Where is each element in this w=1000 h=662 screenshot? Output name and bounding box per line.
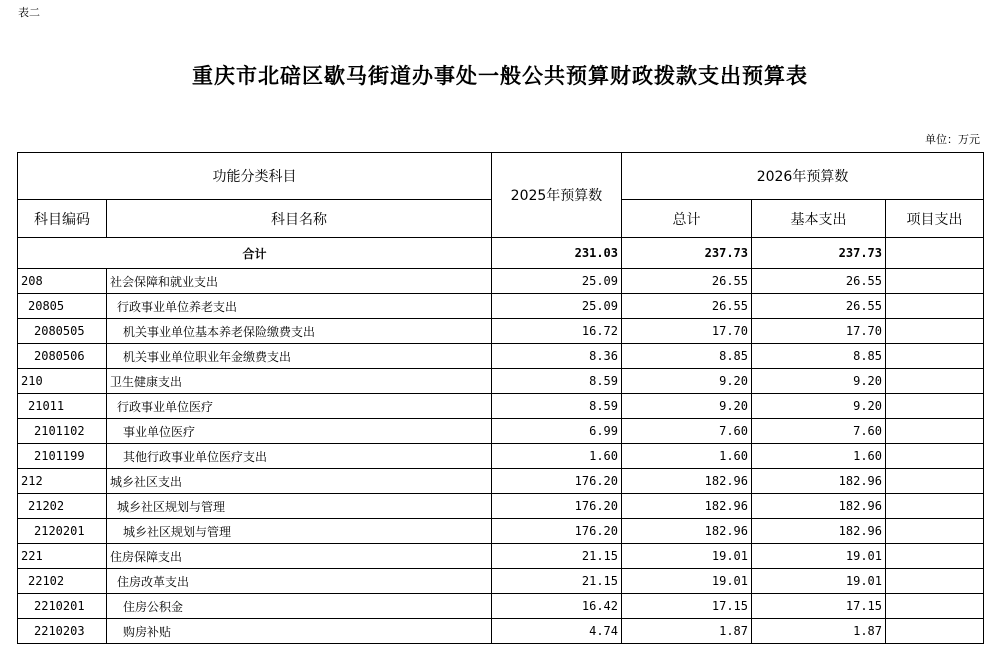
row-budget-2025: 176.20 (492, 469, 622, 494)
table-row (18, 569, 984, 594)
row-code: 2210203 (18, 619, 107, 644)
row-2026-project (886, 344, 984, 369)
row-2026-basic: 17.70 (752, 319, 886, 344)
table-row (18, 519, 984, 544)
total-2025: 231.03 (492, 238, 622, 269)
func-class-header: 功能分类科目 (18, 153, 492, 200)
row-2026-project (886, 319, 984, 344)
table-row (18, 544, 984, 569)
row-name: 行政事业单位养老支出 (107, 294, 492, 319)
table-row (18, 319, 984, 344)
row-name: 城乡社区支出 (107, 469, 492, 494)
budget-2026-header: 2026年预算数 (622, 153, 984, 200)
row-code: 208 (18, 269, 107, 294)
row-budget-2025: 1.60 (492, 444, 622, 469)
row-budget-2025: 21.15 (492, 544, 622, 569)
table-row (18, 469, 984, 494)
row-2026-project (886, 419, 984, 444)
row-2026-total: 7.60 (622, 419, 752, 444)
row-code: 2080506 (18, 344, 107, 369)
row-budget-2025: 8.36 (492, 344, 622, 369)
row-budget-2025: 176.20 (492, 494, 622, 519)
total-2026-total: 237.73 (622, 238, 752, 269)
row-name: 卫生健康支出 (107, 369, 492, 394)
row-code: 2210201 (18, 594, 107, 619)
row-2026-total: 182.96 (622, 469, 752, 494)
table-row (18, 369, 984, 394)
row-2026-basic: 9.20 (752, 394, 886, 419)
budget-2025-header: 2025年预算数 (492, 153, 622, 238)
row-code: 212 (18, 469, 107, 494)
row-2026-basic: 182.96 (752, 469, 886, 494)
row-name: 城乡社区规划与管理 (107, 494, 492, 519)
table-tag: 表二 (18, 6, 40, 19)
row-code: 2101102 (18, 419, 107, 444)
page-title: 重庆市北碚区歇马街道办事处一般公共预算财政拨款支出预算表 (192, 63, 808, 88)
row-name: 机关事业单位职业年金缴费支出 (107, 344, 492, 369)
total-2026-basic: 237.73 (752, 238, 886, 269)
row-name: 住房改革支出 (107, 569, 492, 594)
row-2026-total: 26.55 (622, 294, 752, 319)
row-2026-basic: 182.96 (752, 494, 886, 519)
row-2026-total: 1.87 (622, 619, 752, 644)
row-budget-2025: 25.09 (492, 269, 622, 294)
total-label: 合计 (18, 238, 492, 269)
row-2026-project (886, 594, 984, 619)
row-2026-total: 182.96 (622, 494, 752, 519)
row-2026-basic: 7.60 (752, 419, 886, 444)
unit-label: 单位：万元 (925, 133, 980, 146)
row-2026-basic: 26.55 (752, 269, 886, 294)
row-2026-project (886, 369, 984, 394)
row-2026-project (886, 619, 984, 644)
row-2026-basic: 9.20 (752, 369, 886, 394)
code-header: 科目编码 (18, 200, 107, 238)
header-row-1 (18, 153, 984, 200)
row-name: 其他行政事业单位医疗支出 (107, 444, 492, 469)
row-2026-basic: 182.96 (752, 519, 886, 544)
row-2026-basic: 17.15 (752, 594, 886, 619)
row-2026-total: 19.01 (622, 544, 752, 569)
row-name: 购房补贴 (107, 619, 492, 644)
row-2026-project (886, 569, 984, 594)
row-budget-2025: 16.72 (492, 319, 622, 344)
row-2026-total: 1.60 (622, 444, 752, 469)
row-name: 事业单位医疗 (107, 419, 492, 444)
row-2026-project (886, 294, 984, 319)
basic-header: 基本支出 (752, 200, 886, 238)
row-2026-total: 9.20 (622, 369, 752, 394)
row-name: 行政事业单位医疗 (107, 394, 492, 419)
row-2026-project (886, 269, 984, 294)
table-row (18, 619, 984, 644)
total-row (18, 238, 984, 269)
row-budget-2025: 8.59 (492, 369, 622, 394)
row-name: 城乡社区规划与管理 (107, 519, 492, 544)
row-2026-basic: 8.85 (752, 344, 886, 369)
row-code: 20805 (18, 294, 107, 319)
row-2026-total: 9.20 (622, 394, 752, 419)
row-budget-2025: 25.09 (492, 294, 622, 319)
total-header: 总计 (622, 200, 752, 238)
row-budget-2025: 6.99 (492, 419, 622, 444)
table-row (18, 494, 984, 519)
row-2026-basic: 1.60 (752, 444, 886, 469)
budget-table (17, 152, 984, 644)
table-row (18, 444, 984, 469)
row-name: 住房公积金 (107, 594, 492, 619)
row-budget-2025: 176.20 (492, 519, 622, 544)
table-row (18, 394, 984, 419)
row-2026-total: 19.01 (622, 569, 752, 594)
table-row (18, 294, 984, 319)
row-code: 21202 (18, 494, 107, 519)
row-budget-2025: 4.74 (492, 619, 622, 644)
row-2026-project (886, 544, 984, 569)
row-2026-project (886, 394, 984, 419)
row-budget-2025: 16.42 (492, 594, 622, 619)
row-name: 住房保障支出 (107, 544, 492, 569)
row-code: 2101199 (18, 444, 107, 469)
row-2026-total: 26.55 (622, 269, 752, 294)
row-budget-2025: 21.15 (492, 569, 622, 594)
row-2026-total: 17.70 (622, 319, 752, 344)
row-code: 21011 (18, 394, 107, 419)
row-2026-basic: 26.55 (752, 294, 886, 319)
table-row (18, 344, 984, 369)
table-row (18, 269, 984, 294)
row-code: 221 (18, 544, 107, 569)
row-code: 210 (18, 369, 107, 394)
row-2026-basic: 19.01 (752, 569, 886, 594)
row-2026-project (886, 519, 984, 544)
row-budget-2025: 8.59 (492, 394, 622, 419)
row-name: 社会保障和就业支出 (107, 269, 492, 294)
table-row (18, 594, 984, 619)
row-2026-total: 17.15 (622, 594, 752, 619)
row-2026-total: 8.85 (622, 344, 752, 369)
row-2026-basic: 1.87 (752, 619, 886, 644)
project-header: 项目支出 (886, 200, 984, 238)
row-code: 22102 (18, 569, 107, 594)
row-2026-total: 182.96 (622, 519, 752, 544)
total-2026-project (886, 238, 984, 269)
name-header: 科目名称 (107, 200, 492, 238)
row-code: 2120201 (18, 519, 107, 544)
row-2026-basic: 19.01 (752, 544, 886, 569)
table-row (18, 419, 984, 444)
row-2026-project (886, 494, 984, 519)
row-2026-project (886, 469, 984, 494)
row-2026-project (886, 444, 984, 469)
row-code: 2080505 (18, 319, 107, 344)
row-name: 机关事业单位基本养老保险缴费支出 (107, 319, 492, 344)
